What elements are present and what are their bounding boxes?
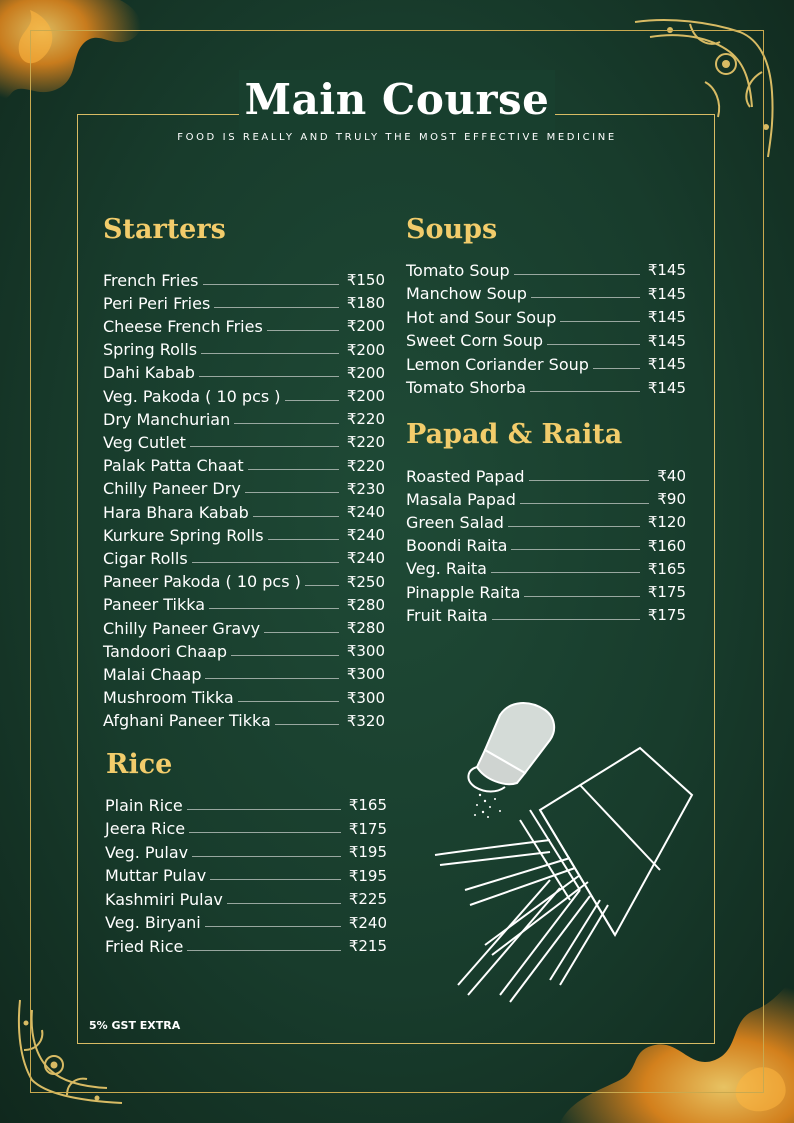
- dotted-leader: [305, 585, 339, 586]
- menu-item: [103, 594, 385, 616]
- menu-item-name: Masala Papad: [406, 489, 516, 509]
- menu-item-name: Jeera Rice: [105, 819, 186, 838]
- dotted-leader: [187, 950, 340, 951]
- menu-item: [103, 710, 385, 732]
- dotted-leader: [531, 297, 640, 298]
- menu-item-name: Veg Cutlet: [103, 432, 186, 452]
- menu-item-price: ₹225: [348, 890, 387, 908]
- menu-item-name: Kurkure Spring Rolls: [103, 525, 264, 545]
- dotted-leader: [234, 423, 339, 424]
- menu-item-price: ₹145: [647, 308, 686, 326]
- menu-item-price: ₹240: [346, 526, 385, 545]
- menu-item: [103, 663, 385, 685]
- dotted-leader: [520, 503, 649, 504]
- dotted-leader: [205, 926, 341, 927]
- menu-item: [406, 581, 686, 603]
- menu-item-name: Tomato Soup: [406, 260, 510, 280]
- dotted-leader: [268, 539, 339, 540]
- menu-item-price: ₹200: [346, 387, 385, 405]
- dotted-leader: [231, 655, 339, 656]
- menu-item-price: ₹145: [647, 284, 686, 303]
- dotted-leader: [547, 344, 640, 345]
- dotted-leader: [491, 572, 640, 573]
- dotted-leader: [189, 832, 341, 833]
- menu-item-price: ₹175: [348, 819, 387, 838]
- menu-item: [406, 259, 686, 281]
- menu-item: [105, 865, 387, 887]
- dotted-leader: [192, 856, 341, 857]
- menu-item-name: Muttar Pulav: [105, 866, 207, 885]
- dotted-leader: [514, 274, 640, 275]
- menu-item-name: Paneer Tikka: [103, 595, 206, 615]
- menu-item-price: ₹240: [346, 503, 385, 521]
- menu-item-price: ₹215: [348, 937, 387, 955]
- menu-item-price: ₹165: [348, 796, 387, 814]
- header: [0, 70, 794, 130]
- menu-item: [103, 501, 385, 523]
- menu-item: [103, 408, 385, 430]
- menu-item: [103, 640, 385, 662]
- menu-item: [103, 478, 385, 500]
- dotted-leader: [187, 809, 341, 810]
- menu-item: [105, 888, 387, 910]
- menu-item-price: ₹240: [348, 913, 387, 932]
- menu-item-name: Plain Rice: [105, 795, 183, 815]
- menu-item-price: ₹40: [657, 467, 686, 485]
- menu-item: [103, 315, 385, 337]
- menu-item-price: ₹180: [346, 294, 385, 313]
- menu-item-name: Roasted Papad: [406, 466, 525, 486]
- section-title-starters: Starters: [103, 214, 226, 245]
- dotted-leader: [560, 321, 639, 322]
- menu-item-name: French Fries: [103, 270, 199, 290]
- menu-item: [406, 306, 686, 328]
- section-title-soups: Soups: [406, 214, 498, 245]
- menu-item-price: ₹240: [346, 549, 385, 568]
- section-title-rice: Rice: [106, 749, 173, 780]
- menu-item-price: ₹220: [346, 433, 385, 452]
- menu-item-name: Peri Peri Fries: [103, 293, 211, 313]
- dotted-leader: [275, 724, 339, 725]
- menu-item-price: ₹230: [346, 479, 385, 498]
- menu-item-price: ₹300: [346, 665, 385, 684]
- menu-item-name: Hot and Sour Soup: [406, 307, 557, 327]
- menu-item: [105, 841, 387, 863]
- menu-item-price: ₹160: [647, 536, 686, 555]
- dotted-leader: [227, 903, 341, 904]
- menu-item-name: Lemon Coriander Soup: [406, 354, 589, 374]
- menu-item-name: Veg. Biryani: [105, 913, 201, 932]
- dotted-leader: [264, 632, 339, 633]
- menu-item-price: ₹165: [647, 559, 686, 578]
- menu-item-name: Boondi Raita: [406, 536, 508, 556]
- dotted-leader: [593, 368, 640, 369]
- menu-item-price: ₹300: [346, 688, 385, 707]
- gst-note: 5% GST EXTRA: [89, 1019, 181, 1032]
- menu-item-price: ₹195: [348, 866, 387, 885]
- menu-item-name: Spring Rolls: [103, 340, 198, 360]
- menu-item-name: Palak Patta Chaat: [103, 456, 244, 476]
- menu-item: [103, 687, 385, 709]
- menu-item: [406, 283, 686, 305]
- menu-item: [103, 339, 385, 361]
- dotted-leader: [203, 284, 339, 285]
- menu-item-name: Kashmiri Pulav: [105, 889, 223, 909]
- dotted-leader: [201, 353, 339, 354]
- section-title-papad-raita: Papad & Raita: [406, 419, 623, 450]
- menu-item: [103, 385, 385, 407]
- menu-item: [103, 431, 385, 453]
- menu-item: [105, 818, 387, 840]
- dotted-leader: [210, 879, 341, 880]
- dotted-leader: [209, 608, 339, 609]
- menu-item-price: ₹175: [647, 583, 686, 601]
- menu-item-name: Green Salad: [406, 512, 504, 532]
- menu-item-name: Chilly Paneer Gravy: [103, 618, 261, 638]
- menu-item-price: ₹320: [346, 711, 385, 730]
- menu-item: [103, 571, 385, 593]
- menu-item-price: ₹195: [348, 843, 387, 861]
- menu-item-name: Fried Rice: [105, 936, 184, 956]
- menu-item-price: ₹150: [346, 271, 385, 289]
- menu-item-price: ₹220: [346, 456, 385, 475]
- dotted-leader: [492, 619, 640, 620]
- menu-item-name: Tomato Shorba: [406, 378, 527, 397]
- menu-item-price: ₹175: [647, 606, 686, 625]
- dotted-leader: [238, 701, 339, 702]
- menu-item: [406, 511, 686, 533]
- menu-item-price: ₹200: [346, 317, 385, 336]
- menu-item: [406, 558, 686, 580]
- menu-item: [406, 465, 686, 487]
- menu-item-name: Mushroom Tikka: [103, 688, 234, 708]
- menu-item-price: ₹280: [346, 595, 385, 614]
- menu-item-price: ₹280: [346, 619, 385, 637]
- menu-item-price: ₹220: [346, 410, 385, 429]
- menu-item-price: ₹145: [647, 261, 686, 279]
- menu-item-price: ₹300: [346, 642, 385, 661]
- menu-item-name: Cheese French Fries: [103, 316, 263, 336]
- menu-item: [103, 455, 385, 477]
- menu-item-name: Veg. Pakoda ( 10 pcs ): [103, 386, 281, 406]
- menu-item-name: Fruit Raita: [406, 605, 488, 625]
- dotted-leader: [267, 330, 339, 331]
- menu-item-name: Veg. Raita: [406, 559, 487, 579]
- menu-item: [406, 535, 686, 557]
- menu-item-name: Veg. Pulav: [105, 842, 189, 862]
- menu-item-name: Hara Bhara Kabab: [103, 502, 249, 522]
- menu-item: [103, 269, 385, 291]
- menu-item-price: ₹250: [346, 572, 385, 591]
- menu-item-name: Dry Manchurian: [103, 409, 231, 429]
- menu-item-price: ₹200: [346, 363, 385, 382]
- menu-item: [406, 353, 686, 375]
- menu-item-name: Afghani Paneer Tikka: [103, 711, 271, 731]
- dotted-leader: [190, 446, 339, 447]
- menu-item: [103, 547, 385, 569]
- dotted-leader: [199, 376, 339, 377]
- menu-item: [105, 912, 387, 934]
- menu-item-name: Sweet Corn Soup: [406, 331, 544, 350]
- menu-item-price: ₹145: [647, 355, 686, 373]
- menu-item-price: ₹145: [647, 378, 686, 397]
- menu-item: [105, 935, 387, 957]
- menu-item: [103, 292, 385, 314]
- menu-item: [103, 362, 385, 384]
- menu-item-name: Chilly Paneer Dry: [103, 479, 241, 499]
- dotted-leader: [248, 469, 339, 470]
- menu-item-name: Malai Chaap: [103, 664, 202, 684]
- menu-item: [103, 524, 385, 546]
- menu-item: [105, 794, 387, 816]
- menu-item: [406, 488, 686, 510]
- page-title: Main Course: [239, 70, 556, 130]
- menu-item: [406, 330, 686, 352]
- menu-item-price: ₹90: [657, 490, 686, 509]
- menu-item-name: Pinapple Raita: [406, 582, 521, 602]
- menu-item-name: Cigar Rolls: [103, 548, 188, 568]
- menu-item: [406, 604, 686, 626]
- menu-item-name: Tandoori Chaap: [103, 641, 227, 661]
- dotted-leader: [253, 516, 339, 517]
- dotted-leader: [524, 596, 639, 597]
- dotted-leader: [285, 400, 339, 401]
- dotted-leader: [245, 492, 339, 493]
- tagline: FOOD IS REALLY AND TRULY THE MOST EFFECTIVE MEDICINE: [177, 132, 617, 143]
- dotted-leader: [205, 678, 338, 679]
- menu-item-name: Dahi Kabab: [103, 363, 195, 383]
- french-fries-icon: [430, 740, 700, 1005]
- menu-item-price: ₹145: [647, 331, 686, 350]
- menu-item-price: ₹200: [346, 340, 385, 359]
- menu-item: [103, 617, 385, 639]
- dotted-leader: [214, 307, 339, 308]
- menu-item: [406, 377, 686, 399]
- dotted-leader: [192, 562, 339, 563]
- menu-item-name: Manchow Soup: [406, 284, 527, 303]
- menu-item-name: Paneer Pakoda ( 10 pcs ): [103, 572, 301, 592]
- dotted-leader: [508, 526, 640, 527]
- dotted-leader: [529, 480, 650, 481]
- menu-item-price: ₹120: [647, 513, 686, 532]
- dotted-leader: [511, 549, 639, 550]
- dotted-leader: [530, 391, 640, 392]
